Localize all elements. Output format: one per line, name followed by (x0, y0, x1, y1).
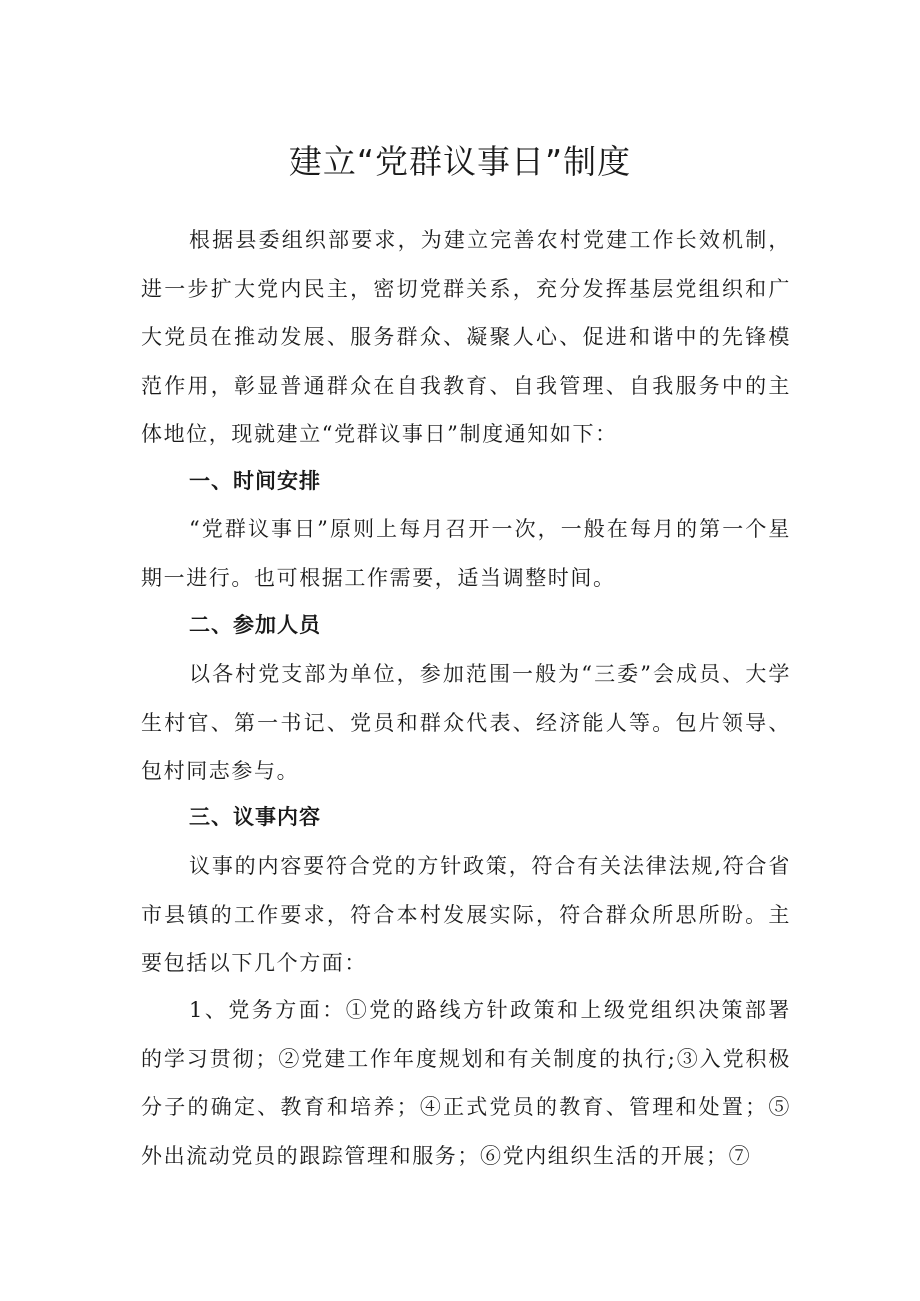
document-title: 建立“党群议事日”制度 (288, 142, 632, 181)
schedule-paragraph: “党群议事日”原则上每月召开一次，一般在每月的第一个星期一进行。也可根据工作需要，适当调整时间。 (141, 517, 791, 590)
participants-paragraph: 以各村党支部为单位，参加范围一般为“三委”会成员、大学生村官、第一书记、党员和群众代表、经济能人等。包片领导、包村同志参与。 (141, 662, 791, 783)
party-affairs-paragraph: 1、党务方面：①党的路线方针政策和上级党组织决策部署的学习贯彻；②党建工作年度规划和有关制度的执行;③入党积极分子的确定、教育和培养；④正式党员的教育、管理和处置；⑤外出流动党员的跟踪管理和服务；⑥党内组织生活的开展；⑦ (141, 998, 791, 1168)
intro-paragraph: 根据县委组织部要求，为建立完善农村党建工作长效机制，进一步扩大党内民主，密切党群关系，充分发挥基层党组织和广大党员在推动发展、服务群众、凝聚人心、促进和谐中的先锋模范作用，彰显普通群众在自我教育、自我管理、自我服务中的主体地位，现就建立“党群议事日”制度通知如下： (141, 228, 791, 446)
agenda-paragraph: 议事的内容要符合党的方针政策，符合有关法律法规,符合省市县镇的工作要求，符合本村发展实际，符合群众所思所盼。主要包括以下几个方面： (141, 854, 791, 975)
section-heading-schedule: 一、时间安排 (189, 469, 321, 493)
section-heading-participants: 二、参加人员 (189, 613, 321, 637)
section-heading-agenda: 三、议事内容 (189, 805, 321, 829)
